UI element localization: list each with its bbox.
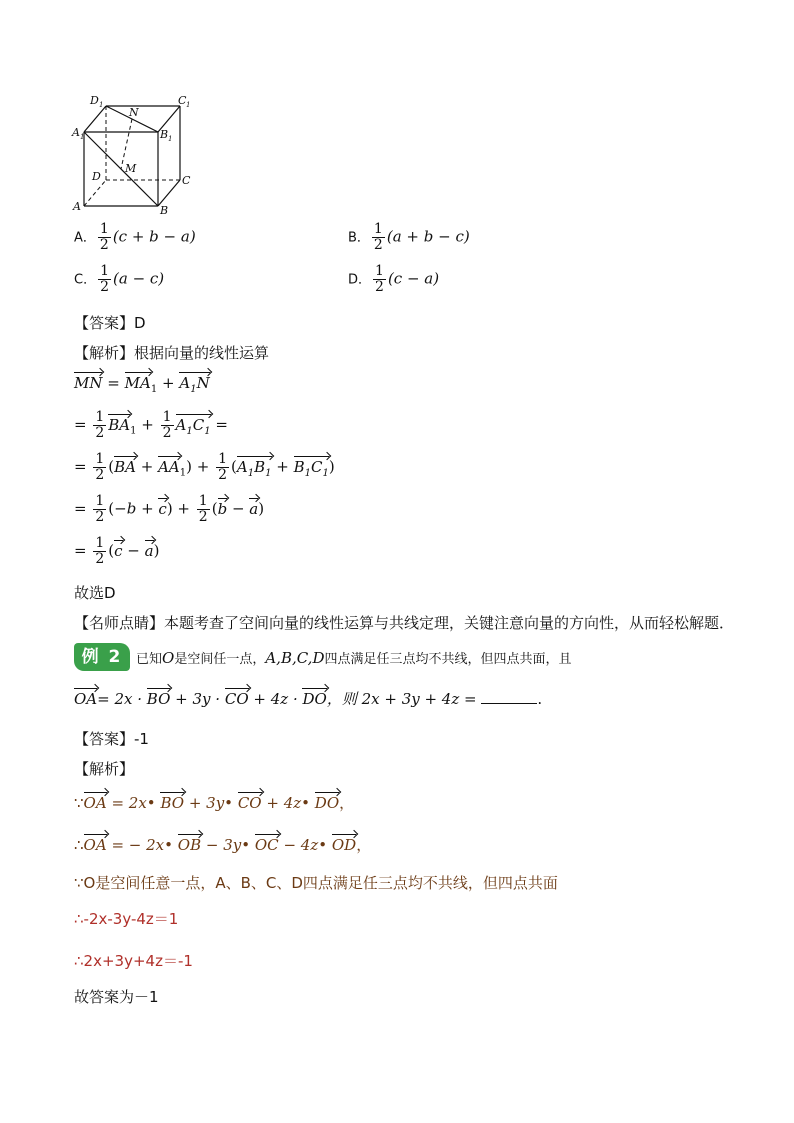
answer-blank <box>481 689 537 704</box>
svg-text:1: 1 <box>99 101 104 109</box>
label-n: N <box>129 106 139 119</box>
derivation-line-5: = $\frac{1}{2}$ (c − a) <box>74 535 160 567</box>
derivation-line-1: MN = $MA_1 + A_1N$ <box>74 374 210 395</box>
label-b1: B <box>160 128 169 141</box>
derivation-conclusion: 故选D <box>74 584 116 602</box>
analysis-2-tag: 【解析】 <box>74 760 135 778</box>
label-a: A <box>73 200 81 213</box>
label-c1: C <box>178 94 187 107</box>
analysis-2-step-1: ∵OA = 2x• BO + 3y• CO + 4z• DO， <box>74 794 355 812</box>
option-d: D． $\frac{1}{2}$ (c − a) <box>348 263 440 295</box>
derivation-line-2: = $\frac{1}{2}$ $BA_1$ + $\frac{1}{2}$ $A_1C_1$ = <box>74 409 228 441</box>
teacher-comment: 【名师点睛】本题考查了空间向量的线性运算与共线定理，关键注意向量的方向性，从而轻松解题． <box>74 614 735 632</box>
derivation-line-4: = $\frac{1}{2}$ (−b + c) + $\frac{1}{2}$ (b − a) <box>74 493 265 525</box>
analysis-1: 【解析】根据向量的线性运算 <box>74 344 270 362</box>
option-a: A． $\frac{1}{2}$ (c + b − a) <box>74 221 196 253</box>
label-b: B <box>160 204 169 217</box>
example-2-stem: 已知O是空间任一点，A,B,C,D四点满足任三点均不共线，但四点共面，且 <box>136 649 572 667</box>
analysis-2-step-5: ∴2x+3y+4z＝-1 <box>74 952 193 970</box>
cube-figure <box>70 92 200 222</box>
svg-text:1: 1 <box>80 133 85 141</box>
svg-text:1: 1 <box>168 135 173 143</box>
derivation-line-3: = $\frac{1}{2}$ $(BA + AA_1)$ + $\frac{1}{2}$ $(A_1B_1 + B_1C_1)$ <box>74 451 335 483</box>
answer-2: 【答案】-1 <box>74 730 149 748</box>
label-a1: A <box>72 126 80 139</box>
answer-1: 【答案】D <box>74 314 146 332</box>
svg-text:1: 1 <box>186 101 191 109</box>
label-d: D <box>92 170 101 183</box>
example-2-equation: OA= 2x · BO + 3y · CO + 4z · DO，则 2x + 3y + 4z = . <box>74 690 543 708</box>
label-c: C <box>182 174 191 187</box>
analysis-2-conclusion: 故答案为－1 <box>74 988 159 1006</box>
analysis-2-step-3: ∵O是空间任意一点，A、B、C、D四点满足任三点均不共线，但四点共面 <box>74 874 558 892</box>
label-d1: D <box>90 94 99 107</box>
example-2-badge: 例 2 <box>74 643 130 671</box>
label-m: M <box>125 162 137 175</box>
analysis-2-step-2: ∴OA = − 2x• OB − 3y• OC − 4z• OD， <box>74 836 372 854</box>
option-c: C． $\frac{1}{2}$ (a − c) <box>74 263 165 295</box>
analysis-2-step-4: ∴-2x-3y-4z＝1 <box>74 910 179 928</box>
option-b: B． $\frac{1}{2}$ (a + b − c) <box>348 221 470 253</box>
